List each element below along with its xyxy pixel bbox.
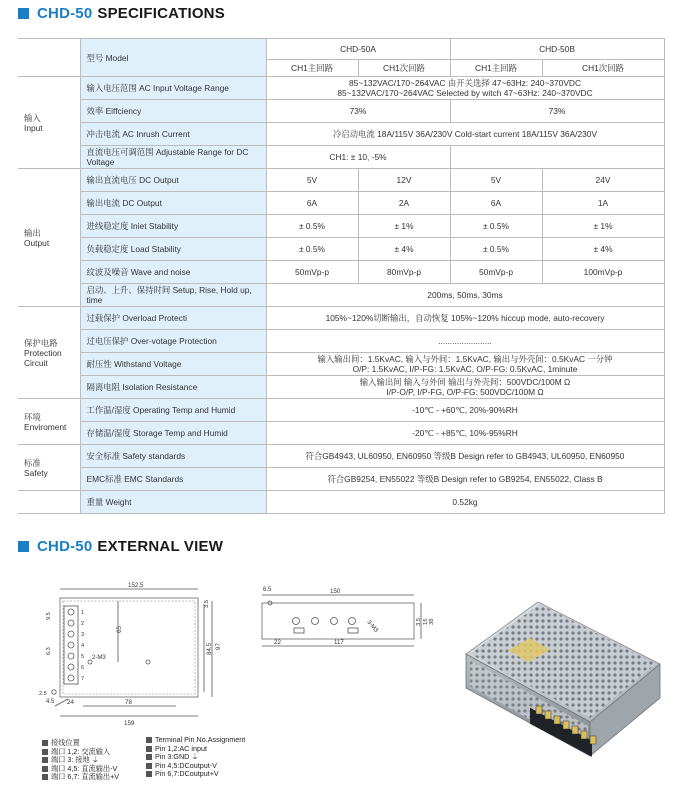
ext-section-title <box>18 538 223 555</box>
dc-voltage-a2: 12V <box>358 169 450 192</box>
dim-45: 4.5 <box>46 699 55 705</box>
ripple-label: 纹波及噪音 Wave and noise <box>80 261 266 284</box>
dim-24: 24 <box>67 699 74 706</box>
efficiency-b: 73% <box>450 100 664 123</box>
st-temp-value: -20℃ - +85℃, 10%-95%RH <box>266 422 664 445</box>
dim-117: 117 <box>334 639 344 646</box>
line-reg-a1: ± 0.5% <box>266 215 358 238</box>
adjust-label: 直流电压可调范围 Adjustable Range for DC Voltage <box>80 146 266 169</box>
ch1-sub-b: CH1次回路 <box>542 60 664 77</box>
dc-voltage-b1: 5V <box>450 169 542 192</box>
line-reg-a2: ± 1% <box>358 215 450 238</box>
pin-label-3: 3 <box>81 632 85 638</box>
power-supply-product-image <box>466 602 660 757</box>
group-output: 输出 Output <box>18 169 80 307</box>
dc-voltage-label: 输出直流电压 DC Output <box>80 169 266 192</box>
dc-current-a2: 2A <box>358 192 450 215</box>
dc-voltage-a1: 5V <box>266 169 358 192</box>
dim-side-38: 38 <box>429 618 435 625</box>
side-hole-4 <box>349 618 356 625</box>
bullet-square-icon <box>146 754 152 760</box>
safety-label: 安全标准 Safety standards <box>80 445 266 468</box>
emc-label: EMC标准 EMC Standards <box>80 468 266 491</box>
ch1-main-a: CH1主回路 <box>266 60 358 77</box>
dim-side-15: 15 <box>423 618 429 625</box>
dim-159: 159 <box>124 720 135 727</box>
ext-label: EXTERNAL VIEW <box>97 538 224 555</box>
overvoltage-value: ....................... <box>266 330 664 353</box>
dc-current-label: 输出电流 DC Output <box>80 192 266 215</box>
pin-label-7: 7 <box>81 676 85 682</box>
dc-current-a1: 6A <box>266 192 358 215</box>
dim-65: 65 <box>116 626 123 633</box>
ripple-b1: 50mVp-p <box>450 261 542 284</box>
side-hole-left <box>268 601 272 605</box>
side-slot-1 <box>294 628 304 633</box>
load-reg-a1: ± 0.5% <box>266 238 358 261</box>
withstand-label: 耐压性 Withstand Voltage <box>80 353 266 376</box>
dim-97: 97 <box>215 643 222 650</box>
bullet-square-icon <box>42 740 48 746</box>
withstand-value: 输入输出间：1.5KvAC, 输入与外间：1.5KvAC, 输出与外壳间：0.5KvAC 一分钟 O/P: 1.5KvAC, I/P-FG: 1.5KvAC, O/P-FG: 0.5KvAC, 1minute <box>266 353 664 376</box>
op-temp-value: -10℃ - +60℃, 20%-90%RH <box>266 399 664 422</box>
group-input: 输入 Input <box>18 77 80 169</box>
input-voltage-value: 85~132VAC/170~264VAC 由开关选择 47~63Hz: 240~370VDC 85~132VAC/170~264VAC Selected by witch 47~63Hz: 240~370VDC <box>266 77 664 100</box>
terminal-block <box>64 606 78 684</box>
terminal-pins <box>68 609 74 681</box>
line-reg-b2: ± 1% <box>542 215 664 238</box>
dim-side-3-5: 3.5 <box>416 617 422 626</box>
weight-label: 重量 Weight <box>80 491 266 514</box>
dim-84: 84.5 <box>206 642 213 655</box>
bullet-square-icon <box>42 757 48 763</box>
timing-label: 启动、上升、保持时间 Setup, Rise, Hold up, time <box>80 284 266 307</box>
group-environment: 环境 Enviroment <box>18 399 80 445</box>
dim-150: 150 <box>330 588 341 595</box>
ch1-main-b: CH1主回路 <box>450 60 542 77</box>
load-reg-b1: ± 0.5% <box>450 238 542 261</box>
bullet-square-icon <box>146 737 152 743</box>
front-inner <box>63 601 195 694</box>
load-reg-b2: ± 4% <box>542 238 664 261</box>
line-reg-b1: ± 0.5% <box>450 215 542 238</box>
legend-chinese: 接线位置 端口 1,2: 交流输入 端口 3: 接地 ⏚ 端口 4,5: 直流输出-V 端口 6,7: 直流输出+V <box>42 739 119 782</box>
inrush-value: 冷启动电流 18A/115V 36A/230V Cold-start current 18A/115V 36A/230V <box>266 123 664 146</box>
side-hole-3 <box>331 618 338 625</box>
dc-voltage-b2: 24V <box>542 169 664 192</box>
line-reg-label: 进线稳定度 Iniet Stability <box>80 215 266 238</box>
bullet-square-icon <box>42 774 48 780</box>
op-temp-label: 工作温/湿度 Operating Temp and Humid <box>80 399 266 422</box>
efficiency-a: 73% <box>266 100 450 123</box>
bullet-square-icon <box>42 749 48 755</box>
model-a: CHD-50A <box>266 39 450 60</box>
side-outline <box>262 603 414 639</box>
side-hole-2 <box>312 618 319 625</box>
group-protection: 保护电路 Protection Circuit <box>18 307 80 399</box>
dim-3m3: 3-M3 <box>365 619 379 634</box>
pin-label-1: 1 <box>81 610 85 616</box>
front-view <box>39 582 222 727</box>
overvoltage-label: 过电压保护 Over-votage Protection <box>80 330 266 353</box>
spec-section-title <box>18 5 225 22</box>
ext-model: CHD-50 <box>37 538 93 555</box>
pin-label-2: 2 <box>81 621 85 627</box>
dim-152: 152.5 <box>128 582 144 589</box>
dim-9-5: 9.5 <box>46 612 52 620</box>
bullet-square-icon <box>42 766 48 772</box>
dim-78: 78 <box>125 699 132 706</box>
specifications-table <box>18 38 665 514</box>
dim-35-hole <box>52 690 56 694</box>
ripple-a1: 50mVp-p <box>266 261 358 284</box>
mount-hole-2 <box>146 660 150 664</box>
pin-label-6: 6 <box>81 665 85 671</box>
legend-english: Terminal Pin No.Assignment Pin 1,2:AC input Pin 3:GND ⏚ Pin 4,5:DCoutput-V Pin 6,7:DCoutput+V <box>146 736 245 779</box>
emc-value: 符合GB9254, EN55022 等级B Design refer to GB9254, EN55022, Class B <box>266 468 664 491</box>
st-temp-label: 存储温/湿度 Storage Temp and Humid <box>80 422 266 445</box>
isolation-value: 输入输出间 输入与外间 输出与外壳间：500VDC/100M Ω I/P-O/P, I/P-FG, O/P-FG: 500VDC/100M Ω <box>266 376 664 399</box>
input-voltage-label: 输入电压范围 AC Input Voltage Range <box>80 77 266 100</box>
model-b: CHD-50B <box>450 39 664 60</box>
spec-model: CHD-50 <box>37 5 93 22</box>
side-slot-2 <box>348 628 358 633</box>
ripple-a2: 80mVp-p <box>358 261 450 284</box>
dc-current-b2: 1A <box>542 192 664 215</box>
title-square-icon <box>18 8 29 19</box>
dim-45-line <box>55 699 68 706</box>
weight-value: 0.52kg <box>266 491 664 514</box>
mount-hole-1 <box>88 660 92 664</box>
dc-current-b1: 6A <box>450 192 542 215</box>
overload-label: 过载保护 Overload Protecti <box>80 307 266 330</box>
dim-3-5: 2.5 <box>39 691 47 697</box>
dim-6-3: 6.3 <box>46 647 52 655</box>
overload-value: 105%~120%切断输出，自动恢复 105%~120% hiccup mode, auto-recovery <box>266 307 664 330</box>
bullet-square-icon <box>146 771 152 777</box>
front-outline <box>60 598 198 697</box>
pin-label-4: 4 <box>81 643 85 649</box>
bullet-square-icon <box>146 746 152 752</box>
side-view <box>262 587 435 646</box>
model-label: 型号 Model <box>80 39 266 77</box>
load-reg-label: 负载稳定度 Load Stability <box>80 238 266 261</box>
ch1-sub-a: CH1次回路 <box>358 60 450 77</box>
dim-6-5: 6.5 <box>263 587 272 593</box>
timing-value: 200ms, 50ms, 30ms <box>266 284 664 307</box>
dim-2m3: 2-M3 <box>92 655 106 661</box>
load-reg-a2: ± 4% <box>358 238 450 261</box>
group-safety: 标准 Safety <box>18 445 80 491</box>
bullet-square-icon <box>146 763 152 769</box>
front-pin-labels <box>81 610 84 682</box>
pin-label-5: 5 <box>81 654 85 660</box>
ripple-b2: 100mVp-p <box>542 261 664 284</box>
efficiency-label: 效率 Eiffciency <box>80 100 266 123</box>
adjust-value: CH1: ± 10, -5% <box>266 146 450 169</box>
dim-22: 22 <box>274 639 281 646</box>
safety-value: 符合GB4943, UL60950, EN60950 等级B Design refer to GB4943, UL60950, EN60950 <box>266 445 664 468</box>
dim-35-top: 3.5 <box>204 599 210 608</box>
spec-label: SPECIFICATIONS <box>97 5 225 22</box>
side-hole-1 <box>293 618 300 625</box>
isolation-label: 隔离电阻 Isolation Resistance <box>80 376 266 399</box>
title-square-icon <box>18 541 29 552</box>
inrush-label: 冲击电流 AC Inrush Current <box>80 123 266 146</box>
